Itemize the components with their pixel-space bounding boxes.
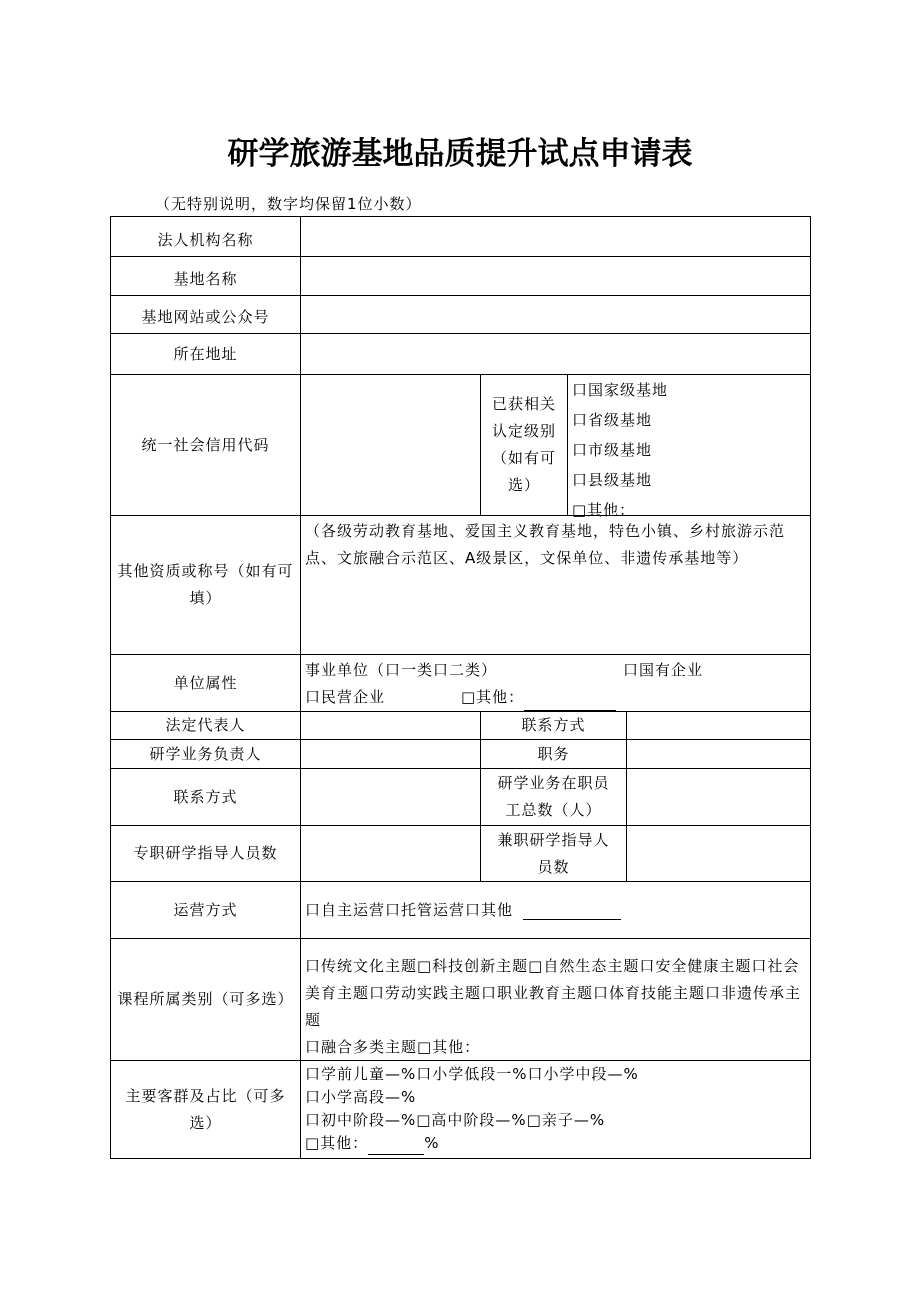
label-other-quals: 其他资质或称号（如有可填） xyxy=(111,516,301,654)
row-customers xyxy=(111,1061,810,1158)
input-business-lead[interactable] xyxy=(301,740,481,768)
input-fulltime-guides[interactable] xyxy=(301,826,481,881)
row-credit-code xyxy=(111,375,810,519)
row-legal-entity xyxy=(111,217,810,257)
input-position[interactable] xyxy=(627,740,810,768)
row-website xyxy=(111,296,810,334)
input-contact[interactable] xyxy=(627,712,810,739)
row-base-name xyxy=(111,257,810,296)
label-position: 职务 xyxy=(481,740,627,768)
label-base-name: 基地名称 xyxy=(111,257,301,295)
cert-option-county[interactable]: 口县级基地 xyxy=(572,471,653,489)
input-contact2[interactable] xyxy=(301,769,481,825)
input-website[interactable] xyxy=(301,296,810,333)
input-legal-entity[interactable] xyxy=(301,217,810,256)
customers-line-2[interactable]: 口小学高段—% xyxy=(305,1088,417,1106)
customers-other-percent: % xyxy=(424,1134,440,1152)
row-unit-attr xyxy=(111,655,810,712)
input-address[interactable] xyxy=(301,334,810,374)
unit-attr-other-blank[interactable] xyxy=(524,690,616,711)
form-note: （无特别说明，数字均保留1位小数） xyxy=(155,195,422,213)
unit-attr-public[interactable]: 事业单位（口一类口二类） xyxy=(305,661,498,679)
input-parttime-guides[interactable] xyxy=(627,826,810,881)
operation-options xyxy=(301,882,810,938)
application-form xyxy=(110,216,811,1159)
input-legal-rep[interactable] xyxy=(301,712,481,739)
label-course: 课程所属类别（可多选） xyxy=(111,939,301,1060)
row-course xyxy=(111,939,810,1061)
other-quals-hint[interactable]: （各级劳动教育基地、爱国主义教育基地，特色小镇、乡村旅游示范点、文旅融合示范区、A级景区，文保单位、非遗传承基地等） xyxy=(305,522,786,567)
label-website: 基地网站或公众号 xyxy=(111,296,301,333)
label-contact: 联系方式 xyxy=(481,712,627,739)
row-other-quals xyxy=(111,516,810,655)
label-customers: 主要客群及占比（可多选） xyxy=(111,1061,301,1158)
label-parttime-guides: 兼职研学指导人员数 xyxy=(481,826,627,881)
row-contact2 xyxy=(111,769,810,826)
label-business-lead: 研学业务负责人 xyxy=(111,740,301,768)
row-operation xyxy=(111,882,810,939)
label-staff-total: 研学业务在职员工总数（人） xyxy=(481,769,627,825)
label-fulltime-guides: 专职研学指导人员数 xyxy=(111,826,301,881)
cert-options xyxy=(568,375,810,519)
cert-option-national[interactable]: 口国家级基地 xyxy=(572,381,669,399)
form-title: 研学旅游基地品质提升试点申请表 xyxy=(227,136,693,172)
label-contact2: 联系方式 xyxy=(111,769,301,825)
customers-line-3[interactable]: 口初中阶段—%□高中阶段—%□亲子—% xyxy=(305,1111,606,1129)
label-legal-rep: 法定代表人 xyxy=(111,712,301,739)
unit-attr-other[interactable]: □其他： xyxy=(461,688,525,706)
label-legal-entity: 法人机构名称 xyxy=(111,217,301,256)
label-cert-level: 已获相关认定级别（如有可选） xyxy=(481,375,568,515)
label-address: 所在地址 xyxy=(111,334,301,374)
label-unit-attr: 单位属性 xyxy=(111,655,301,711)
unit-attr-state[interactable]: 口国有企业 xyxy=(623,661,704,679)
operation-choices[interactable]: 口自主运营口托管运营口其他 xyxy=(305,900,514,919)
course-options xyxy=(301,939,810,1060)
course-other-blank[interactable] xyxy=(488,1042,552,1061)
input-credit-code[interactable] xyxy=(301,375,481,515)
customer-options xyxy=(301,1061,810,1158)
customers-other-blank[interactable] xyxy=(368,1138,424,1155)
cert-option-provincial[interactable]: 口省级基地 xyxy=(572,411,653,429)
input-staff-total[interactable] xyxy=(627,769,810,825)
label-operation: 运营方式 xyxy=(111,882,301,938)
unit-attr-private[interactable]: 口民营企业 xyxy=(305,688,386,706)
course-choices-2[interactable]: 口融合多类主题□其他： xyxy=(305,1038,481,1056)
row-business-lead xyxy=(111,740,810,769)
input-base-name[interactable] xyxy=(301,257,810,295)
customers-line-4[interactable]: □其他： xyxy=(305,1134,369,1152)
cert-option-other[interactable]: □其他： xyxy=(572,501,636,519)
unit-attr-options xyxy=(301,655,810,711)
row-address xyxy=(111,334,810,375)
row-legal-rep xyxy=(111,712,810,740)
label-credit-code: 统一社会信用代码 xyxy=(111,375,301,515)
cert-option-city[interactable]: 口市级基地 xyxy=(572,441,653,459)
row-guides xyxy=(111,826,810,882)
customers-line-1[interactable]: 口学前儿童—%口小学低段一%口小学中段—% xyxy=(305,1065,639,1083)
operation-other-blank[interactable] xyxy=(523,901,621,920)
course-choices[interactable]: 口传统文化主题□科技创新主题□自然生态主题口安全健康主题口社会美育主题口劳动实践主题口职业教育主题口体育技能主题口非遗传承主题 xyxy=(305,957,802,1029)
